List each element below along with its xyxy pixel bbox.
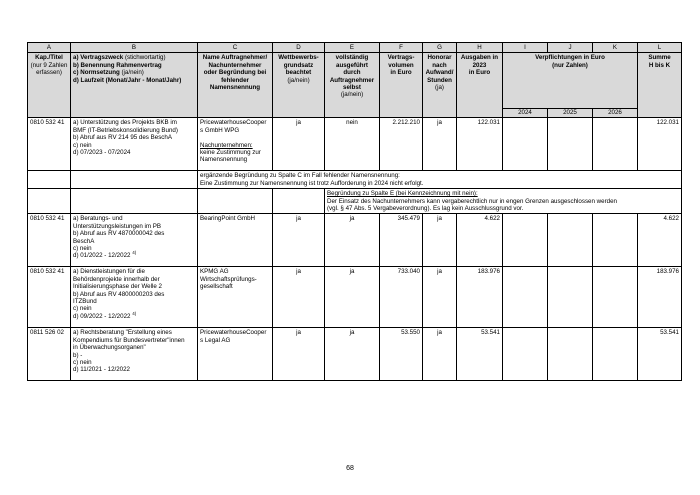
note-namensnennung: ergänzende Begründung zu Spalte C im Fall fehlender Namensnennung: Eine Zustimmung zur Namensnennung ist trotz Aufforderung in 2024 nicht erfolgt.	[198, 171, 682, 189]
header-verpflichtungen: Verpflichtungen in Euro (nur Zahlen)	[503, 53, 638, 109]
header-kap-titel: Kap./Titel (nur 9 Zahlen erfassen)	[28, 53, 71, 118]
header-wettbewerb: Wettbewerbs- grundsatz beachtet (ja/nein)	[273, 53, 325, 118]
column-letter: B	[71, 43, 198, 53]
ausgaben-cell: 122.031	[457, 118, 503, 171]
budget-table	[27, 42, 682, 381]
auftragnehmer-cell: PricewaterhouseCooper s GmbH WPG Nachunternehmen: keine Zustimmung zur Namensnennung	[198, 118, 273, 171]
kap-titel-cell: 0810 532 41	[28, 214, 71, 267]
ausgefuehrt-cell: ja	[325, 214, 380, 267]
page-number: 68	[346, 465, 354, 472]
verpflichtung-2024-cell	[503, 267, 548, 328]
ausgaben-cell: 53.541	[457, 328, 503, 381]
column-letter: I	[503, 43, 548, 53]
wettbewerb-cell: ja	[273, 328, 325, 381]
header-ausgaben-2023: Ausgaben in 2023 in Euro	[457, 53, 503, 118]
verpflichtung-2026-cell	[593, 267, 638, 328]
header-vertragsvolumen: Vertrags- volumen in Euro	[380, 53, 423, 118]
ausgefuehrt-cell: nein	[325, 118, 380, 171]
auftragnehmer-cell: BearingPoint GmbH	[198, 214, 273, 267]
table-row	[28, 118, 682, 171]
verpflichtung-2026-cell	[593, 118, 638, 171]
verpflichtung-2025-cell	[548, 267, 593, 328]
header-year: 2025	[548, 109, 593, 118]
vertragszweck-cell: a) Beratungs- und Unterstützungsleistungen im PB b) Abruf aus RV 4870000042 des BeschA c) nein d) 01/2022 - 12/2022 $^{4)}$	[71, 214, 198, 267]
column-letter-row	[28, 43, 682, 53]
note-spalte-e: Begründung zu Spalte E (bei Kennzeichnung mit nein): Der Einsatz des Nachunternehmers kann vergaberechtlich nur in engen Grenzen ausgeschlossen werden (vgl. § 47 Abs. 5 Vergabeverordnung). Es lag kein Ausschlussgrund vor.	[325, 189, 682, 214]
auftragnehmer-cell: PricewaterhouseCooper s Legal AG	[198, 328, 273, 381]
wettbewerb-cell: ja	[273, 118, 325, 171]
verpflichtung-2024-cell	[503, 328, 548, 381]
vertragszweck-cell: a) Dienstleistungen für die Behördenprojekte innerhalb der Initialisierungsphase der Welle 2 b) Abruf aus RV 4800000203 des ITZBund c) nein d) 09/2022 - 12/2022 $^{4)}$	[71, 267, 198, 328]
verpflichtung-2026-cell	[593, 328, 638, 381]
header-vertragszweck: a) Vertragszweck (stichwortartig) b) Benennung Rahmenvertrag c) Normsetzung (ja/nein) d) Laufzeit (Monat/Jahr - Monat/Jahr)	[71, 53, 198, 118]
note-row	[28, 189, 682, 214]
summe-cell: 122.031	[638, 118, 682, 171]
column-letter: H	[457, 43, 503, 53]
kap-titel-cell: 0810 532 41	[28, 118, 71, 171]
verpflichtung-2025-cell	[548, 118, 593, 171]
verpflichtung-2025-cell	[548, 328, 593, 381]
column-letter: G	[423, 43, 457, 53]
vertragszweck-cell: a) Unterstützung des Projekts BKB im BMF (IT-Betriebskonsolidierung Bund) b) Abruf aus RV 214 95 des BeschA c) nein d) 07/2023 - 07/2024	[71, 118, 198, 171]
footnote-mark: 4)	[132, 310, 137, 316]
wettbewerb-cell: ja	[273, 214, 325, 267]
vertragsvolumen-cell: 53.550	[380, 328, 423, 381]
kap-titel-cell: 0811 526 02	[28, 328, 71, 381]
column-letter: J	[548, 43, 593, 53]
header-honorar: Honorar nach Aufwand/ Stunden (ja)	[423, 53, 457, 118]
table-row	[28, 267, 682, 328]
header-year: 2024	[503, 109, 548, 118]
ausgaben-cell: 4.622	[457, 214, 503, 267]
table-row	[28, 328, 682, 381]
vertragsvolumen-cell: 733.040	[380, 267, 423, 328]
ausgefuehrt-cell: ja	[325, 267, 380, 328]
summe-cell: 4.622	[638, 214, 682, 267]
header-ausgefuehrt: vollständig ausgeführt durch Auftragnehmer selbst (ja/nein)	[325, 53, 380, 118]
verpflichtung-2026-cell	[593, 214, 638, 267]
wettbewerb-cell: ja	[273, 267, 325, 328]
honorar-cell: ja	[423, 328, 457, 381]
verpflichtung-2024-cell	[503, 118, 548, 171]
vertragsvolumen-cell: 2.212.210	[380, 118, 423, 171]
column-letter: E	[325, 43, 380, 53]
honorar-cell: ja	[423, 267, 457, 328]
column-letter: A	[28, 43, 71, 53]
column-letter: C	[198, 43, 273, 53]
ausgaben-cell: 183.976	[457, 267, 503, 328]
header-auftragnehmer: Name Auftragnehmer/ Nachunternehmer oder Begründung bei fehlender Namensnennung	[198, 53, 273, 118]
column-letter: K	[593, 43, 638, 53]
auftragnehmer-cell: KPMG AG Wirtschaftsprüfungs- gesellschaft	[198, 267, 273, 328]
vertragszweck-cell: a) Rechtsberatung "Erstellung eines Kompendiums für Bundesvertreter"innen in Überwachungsorganen" b) - c) nein d) 11/2021 - 12/2022	[71, 328, 198, 381]
note-row	[28, 171, 682, 189]
verpflichtung-2024-cell	[503, 214, 548, 267]
vertragsvolumen-cell: 345.479	[380, 214, 423, 267]
summe-cell: 53.541	[638, 328, 682, 381]
header-year: 2026	[593, 109, 638, 118]
honorar-cell: ja	[423, 118, 457, 171]
header-row	[28, 53, 682, 109]
summe-cell: 183.976	[638, 267, 682, 328]
footnote-mark: 4)	[132, 250, 137, 256]
verpflichtung-2025-cell	[548, 214, 593, 267]
column-letter: L	[638, 43, 682, 53]
header-summe: Summe H bis K	[638, 53, 682, 118]
table-row	[28, 214, 682, 267]
column-letter: D	[273, 43, 325, 53]
kap-titel-cell: 0810 532 41	[28, 267, 71, 328]
ausgefuehrt-cell: ja	[325, 328, 380, 381]
column-letter: F	[380, 43, 423, 53]
honorar-cell: ja	[423, 214, 457, 267]
